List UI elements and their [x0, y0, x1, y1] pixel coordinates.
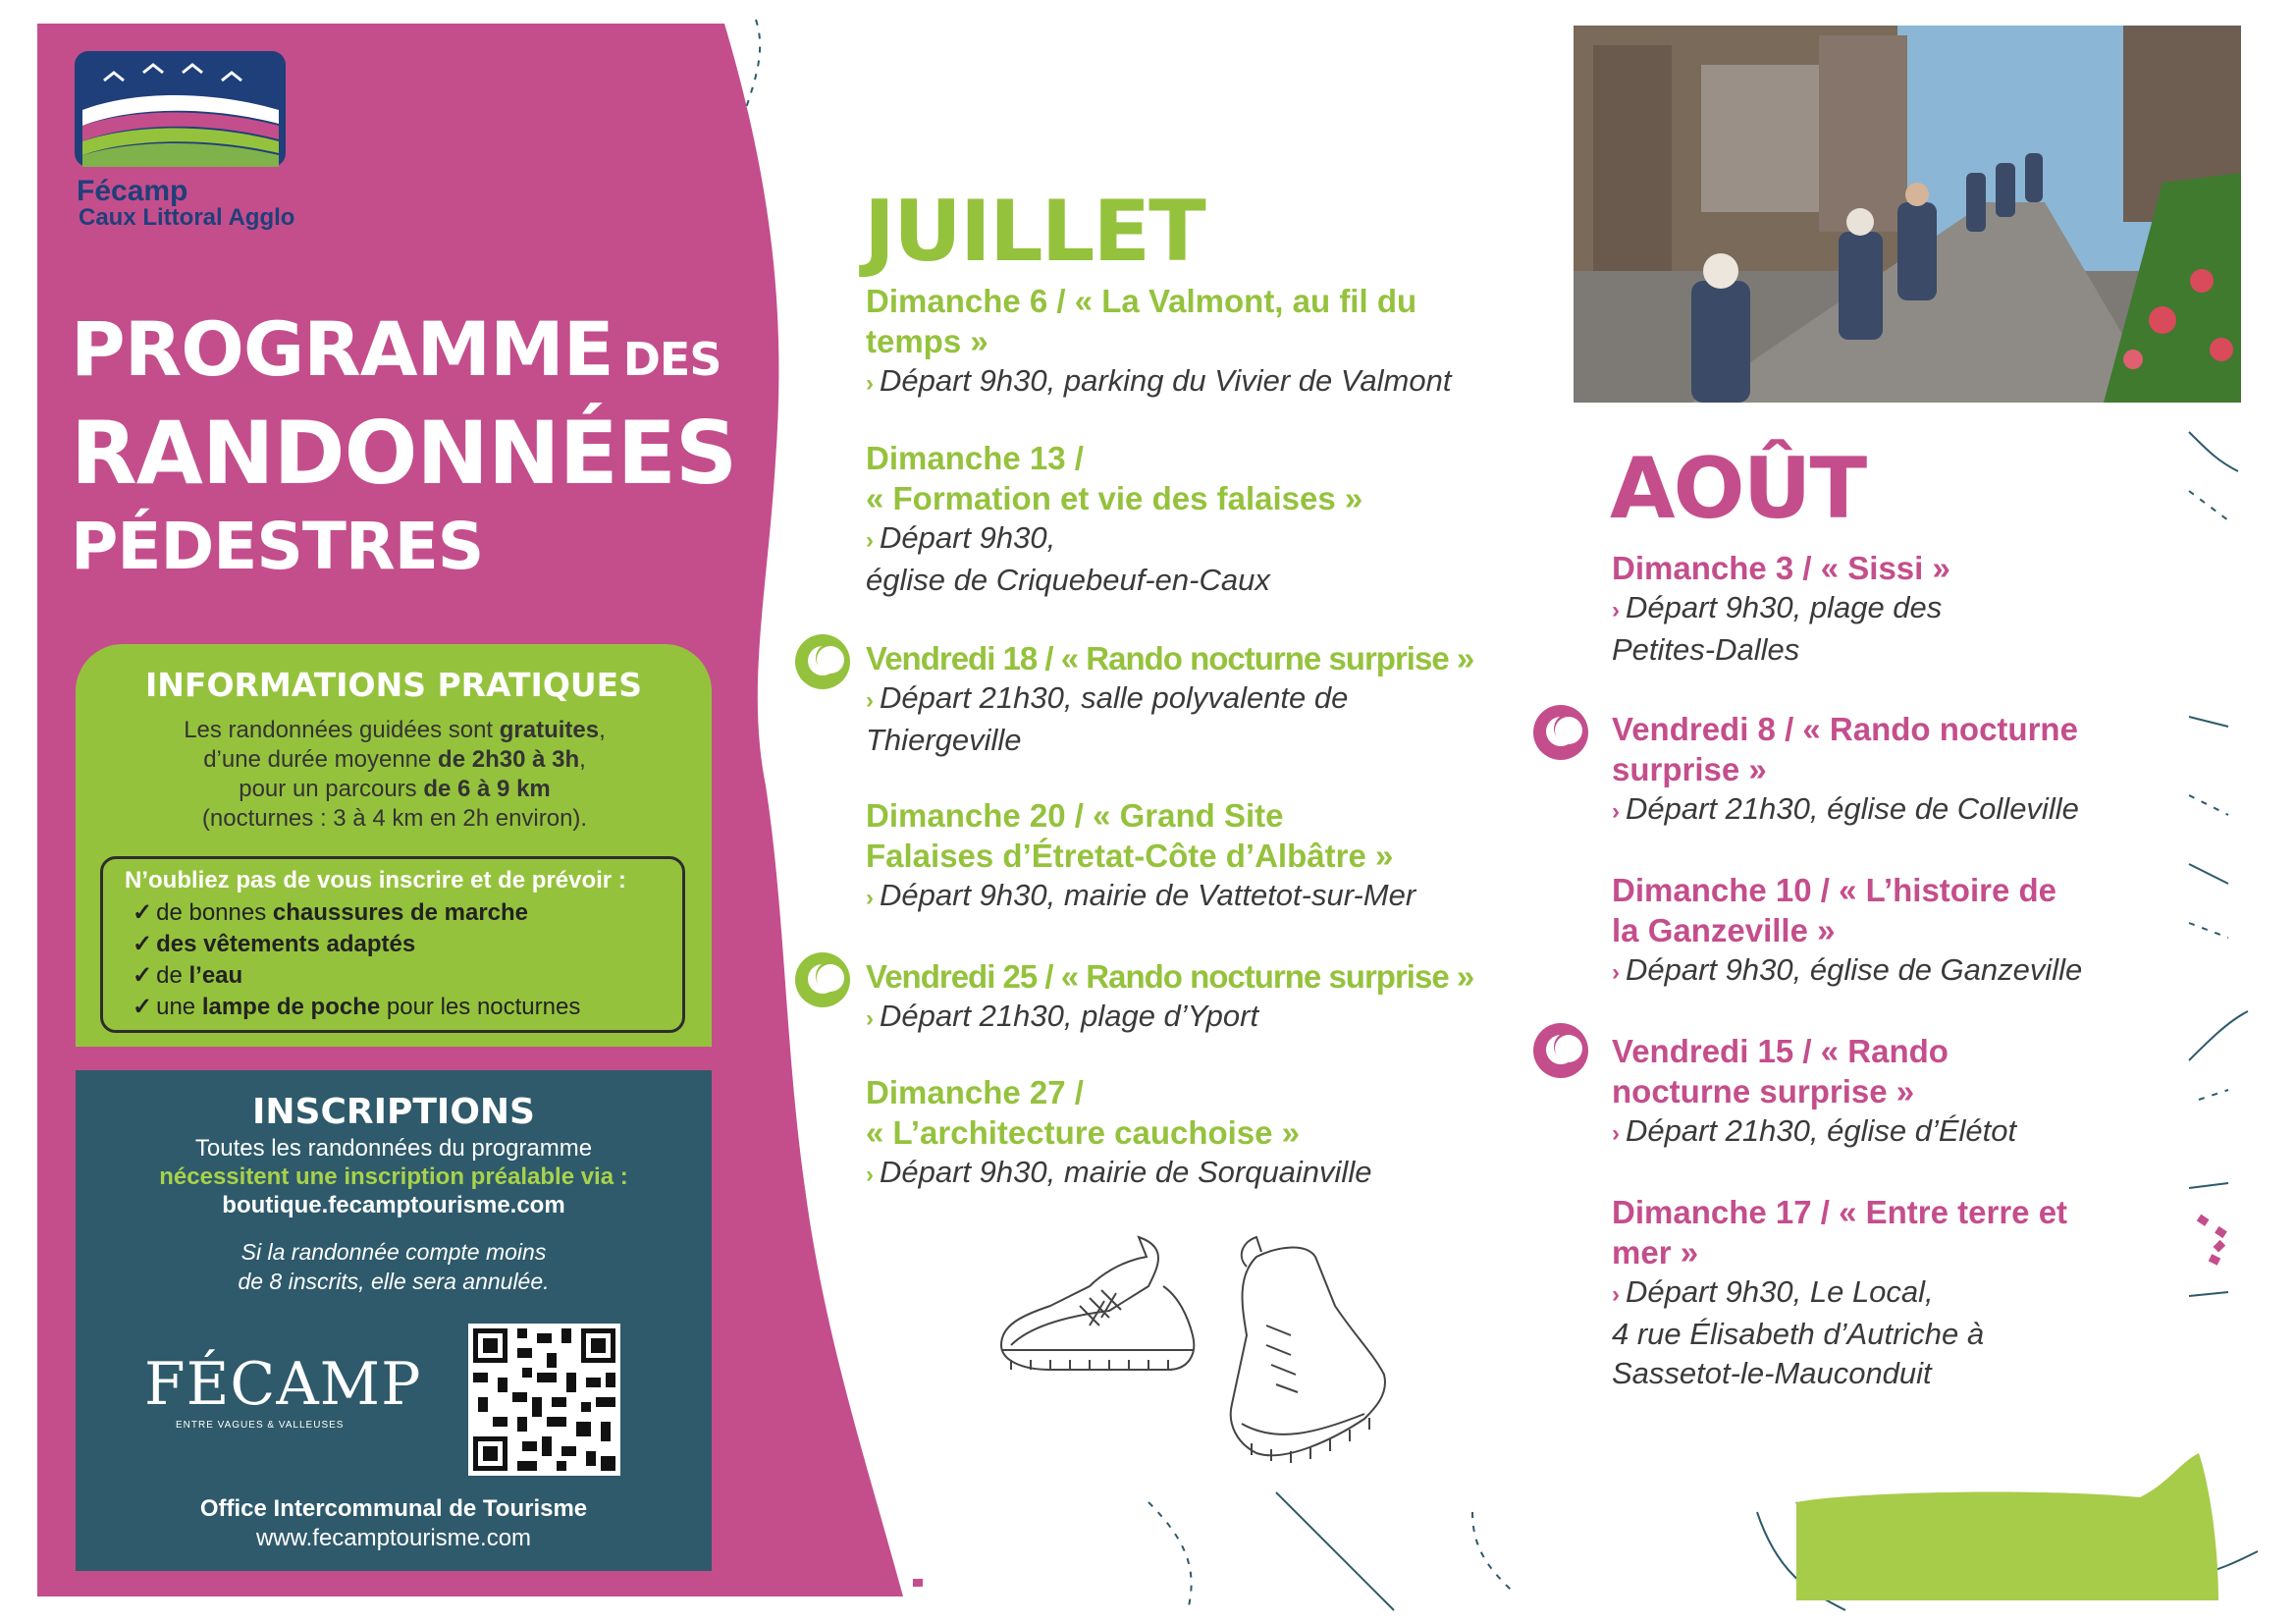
- tourism-office: Office Intercommunal de Tourisme www.fecamptourisme.com: [76, 1494, 712, 1553]
- event-item: Dimanche 3 / « Sissi » › Départ 9h30, plage des Petites-Dalles: [1612, 550, 1950, 667]
- inscriptions-title: INSCRIPTIONS: [252, 1092, 535, 1132]
- reminder-box: [100, 856, 685, 1033]
- checklist-item: ✓ des vêtements adaptés: [133, 931, 416, 957]
- event-item: Vendredi 8 / « Rando nocturne surprise » › Départ 21h30, église de Colleville: [1612, 711, 2079, 826]
- event-item: Vendredi 25 / « Rando nocturne surprise » › Départ 21h30, plage d’Yport: [866, 958, 1474, 1033]
- title-line-2: RANDONNÉES: [71, 403, 737, 504]
- event-item: Vendredi 15 / « Rando nocturne surprise » › Départ 21h30, église d’Élétot: [1612, 1033, 2017, 1148]
- event-item: Dimanche 17 / « Entre terre et mer » › Départ 9h30, Le Local, 4 rue Élisabeth d’Autriche à Sassetot-le-Mauconduit: [1612, 1194, 2068, 1390]
- inscriptions-requirement: nécessitent une inscription préalable via :: [159, 1163, 628, 1190]
- event-item: Dimanche 20 / « Grand Site Falaises d’Étretat-Côte d’Albâtre » › Départ 9h30, mairie de Vattetot-sur-Mer: [866, 797, 1416, 912]
- fecamp-brand-logo: FÉCAMP: [144, 1350, 422, 1419]
- month-heading-july: JUILLET: [864, 183, 1204, 281]
- info-title: INFORMATIONS PRATIQUES: [145, 666, 642, 704]
- inscriptions-box: [76, 1070, 712, 1571]
- moon-icon: [795, 952, 850, 1007]
- checklist-item: ✓ de bonnes chaussures de marche: [133, 899, 529, 926]
- fecamp-tagline: ENTRE VAGUES & VALLEUSES: [176, 1420, 345, 1431]
- event-item: Dimanche 10 / « L’histoire de la Ganzeville » › Départ 9h30, église de Ganzeville: [1612, 872, 2083, 987]
- inscriptions-line: Toutes les randonnées du programme: [194, 1135, 593, 1162]
- agglo-logo-icon: [75, 51, 291, 189]
- checklist-item: ✓ de l’eau: [133, 962, 243, 989]
- title-line-3: PÉDESTRES: [71, 509, 484, 584]
- moon-icon: [795, 634, 850, 689]
- moon-icon: [1533, 705, 1588, 760]
- reminder-title: N’oubliez pas de vous inscrire et de prévoir :: [125, 867, 626, 893]
- event-item: Dimanche 27 / « L’architecture cauchoise » › Départ 9h30, mairie de Sorquainville: [866, 1074, 1372, 1189]
- title-line-1: PROGRAMME DES: [71, 305, 721, 393]
- month-heading-august: AOÛT: [1610, 440, 1866, 538]
- logo-subtitle: Caux Littoral Agglo: [79, 204, 295, 231]
- website-link[interactable]: www.fecamptourisme.com: [255, 1525, 532, 1551]
- event-item: Dimanche 6 / « La Valmont, au fil du temps » › Départ 9h30, parking du Vivier de Valmont: [866, 283, 1452, 398]
- event-item: Dimanche 13 / « Formation et vie des falaises » › Départ 9h30, église de Criquebeuf-en-Caux: [866, 440, 1363, 597]
- info-box: [76, 644, 712, 1047]
- cancellation-note-line: Si la randonnée compte moins: [240, 1239, 547, 1265]
- info-body: Les randonnées guidées sont gratuites, d’une durée moyenne de 2h30 à 3h, pour un parcours de 6 à 9 km (nocturnes : 3 à 4 km en 2h environ).: [184, 717, 606, 832]
- qr-code-icon[interactable]: [468, 1324, 620, 1476]
- logo-name: Fécamp: [77, 175, 188, 207]
- event-item: Vendredi 18 / « Rando nocturne surprise » › Départ 21h30, salle polyvalente de Thiergeville: [866, 640, 1474, 757]
- hiking-shoes-icon: [991, 1227, 1404, 1463]
- cancellation-note-line: de 8 inscrits, elle sera annulée.: [238, 1269, 550, 1294]
- green-decoration: [1787, 1443, 2218, 1600]
- checklist-item: ✓ une lampe de poche pour les nocturnes: [133, 994, 581, 1020]
- booking-link[interactable]: boutique.fecamptourisme.com: [222, 1192, 565, 1218]
- moon-icon: [1533, 1023, 1588, 1078]
